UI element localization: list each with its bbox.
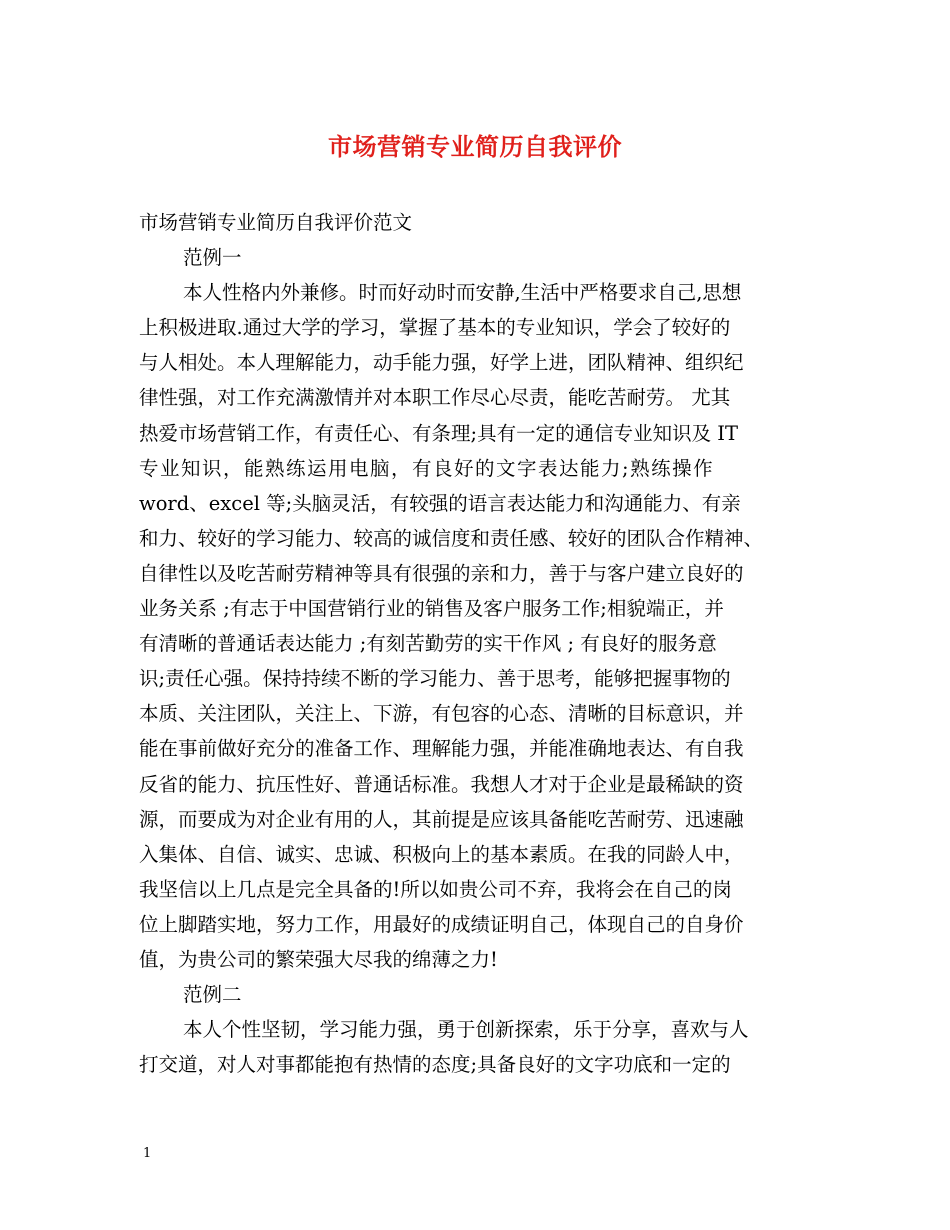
document-body <box>139 205 819 1082</box>
example-1-line: 入集体、自信、诚实、忠诚、积极向上的基本素质。在我的同龄人中， <box>139 842 744 866</box>
example-1-line: 我坚信以上几点是完全具备的!所以如贵公司不弃，我将会在自己的岗 <box>139 877 732 901</box>
example-1-line: 位上脚踏实地，努力工作，用最好的成绩证明自己，体现自己的自身价 <box>139 912 744 936</box>
example-1-line: 本质、关注团队，关注上、下游，有包容的心态、清晰的目标意识，并 <box>139 702 744 726</box>
example-1-heading: 范例一 <box>183 246 242 270</box>
example-1-line: 有清晰的普通话表达能力 ;有刻苦勤劳的实干作风 ; 有良好的服务意 <box>139 632 717 656</box>
example-1-line: 和力、较好的学习能力、较高的诚信度和责任感、较好的团队合作精神、 <box>139 526 764 550</box>
example-1-line: 业务关系 ;有志于中国营销行业的销售及客户服务工作;相貌端正，并 <box>139 597 724 621</box>
example-1-line: 反省的能力、抗压性好、普通话标准。我想人才对于企业是最稀缺的资 <box>139 772 744 796</box>
example-1-line: 源，而要成为对企业有用的人，其前提是应该具备能吃苦耐劳、迅速融 <box>139 807 744 831</box>
example-2-line: 打交道，对人对事都能抱有热情的态度;具备良好的文字功底和一定的 <box>139 1053 731 1077</box>
example-2-heading: 范例二 <box>183 983 242 1007</box>
example-1-line: 热爱市场营销工作，有责任心、有条理;具有一定的通信专业知识及 IT <box>139 421 738 445</box>
page-number: 1 <box>143 1146 152 1161</box>
example-1-line: 本人性格内外兼修。时而好动时而安静,生活中严格要求自己,思想 <box>183 281 742 305</box>
example-1-line: 自律性以及吃苦耐劳精神等具有很强的亲和力，善于与客户建立良好的 <box>139 561 744 585</box>
example-1-line: 专业知识，能熟练运用电脑，有良好的文字表达能力;熟练操作 <box>139 456 715 480</box>
example-1-line: 识;责任心强。保持持续不断的学习能力、善于思考，能够把握事物的 <box>139 667 731 691</box>
example-2-line: 本人个性坚韧，学习能力强，勇于创新探索，乐于分享，喜欢与人 <box>183 1018 749 1042</box>
document-subtitle: 市场营销专业简历自我评价范文 <box>139 211 413 234</box>
example-1-line: word、excel 等;头脑灵活，有较强的语言表达能力和沟通能力、有亲 <box>139 491 741 515</box>
example-1-line: 律性强，对工作充满激情并对本职工作尽心尽责，能吃苦耐劳。 尤其 <box>139 386 731 410</box>
example-1-line: 与人相处。本人理解能力，动手能力强，好学上进，团队精神、组织纪 <box>139 351 744 375</box>
document-title: 市场营销专业简历自我评价 <box>328 132 622 161</box>
example-1-line: 上积极进取.通过大学的学习，掌握了基本的专业知识，学会了较好的 <box>139 316 731 340</box>
example-1-line: 值，为贵公司的繁荣强大尽我的绵薄之力! <box>139 947 498 971</box>
example-1-line: 能在事前做好充分的准备工作、理解能力强，并能准确地表达、有自我 <box>139 737 744 761</box>
